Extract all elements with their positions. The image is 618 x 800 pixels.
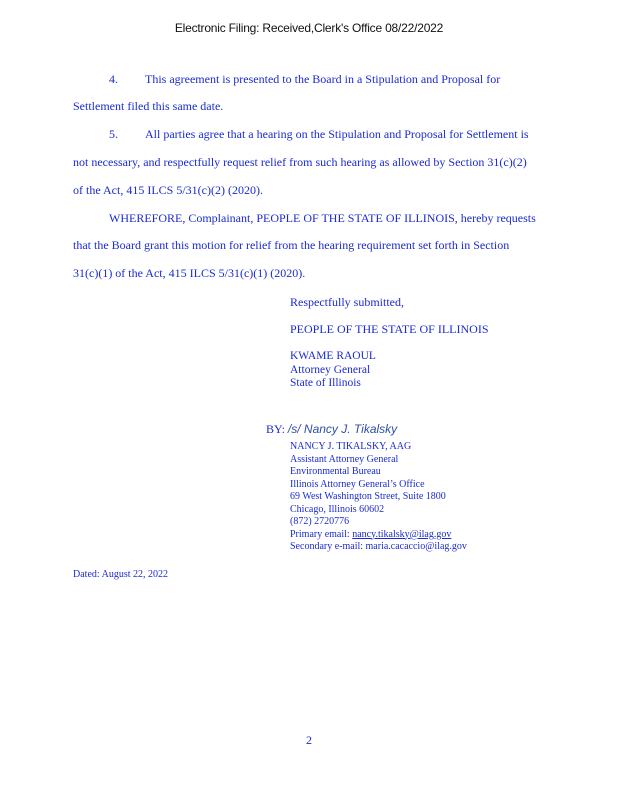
signer-street: 69 West Washington Street, Suite 1800 — [290, 491, 446, 502]
attorney-general-state: State of Illinois — [290, 377, 361, 389]
primary-email-link[interactable]: nancy.tikalsky@ilag.gov — [352, 528, 452, 540]
closing-text: Respectfully submitted, — [290, 295, 404, 309]
party-name: PEOPLE OF THE STATE OF ILLINOIS — [290, 322, 489, 336]
electronic-signature: /s/ Nancy J. Tikalsky — [287, 422, 398, 436]
wherefore-line-2: that the Board grant this motion for relief from the hearing requirement set forth in Section — [73, 238, 510, 252]
signer-bureau: Environmental Bureau — [290, 466, 381, 477]
dated-line: Dated: August 22, 2022 — [73, 569, 168, 580]
signer-office: Illinois Attorney General’s Office — [290, 478, 425, 490]
attorney-general-block — [290, 350, 376, 391]
paragraph-4-number: 4. — [109, 72, 118, 86]
paragraph-4-line-1: This agreement is presented to the Board in a Stipulation and Proposal for — [145, 72, 501, 86]
secondary-email-label: Secondary e-mail: — [290, 541, 366, 552]
wherefore-line-3: 31(c)(1) of the Act, 415 ILCS 5/31(c)(1) (2020). — [73, 266, 306, 280]
attorney-general-name: KWAME RAOUL — [290, 350, 376, 362]
paragraph-5-line-1: All parties agree that a hearing on the Stipulation and Proposal for Settlement is — [145, 127, 529, 141]
paragraph-4-line-2: Settlement filed this same date. — [73, 99, 224, 113]
secondary-email-text: maria.cacaccio@ilag.gov — [365, 541, 467, 552]
by-line — [266, 422, 397, 437]
attorney-general-title: Attorney General — [290, 363, 371, 376]
primary-email-label: Primary email: — [290, 528, 353, 540]
by-label: BY: — [266, 422, 285, 436]
signer-contact-block — [290, 441, 467, 554]
primary-email-row — [290, 529, 467, 542]
signer-city: Chicago, Illinois 60602 — [290, 503, 385, 515]
paragraph-5-number: 5. — [109, 127, 118, 141]
electronic-filing-header: Electronic Filing: Received,Clerk's Office 08/22/2022 — [174, 21, 444, 35]
signer-phone: (872) 2720776 — [290, 516, 350, 527]
signer-title: Assistant Attorney General — [290, 453, 399, 465]
paragraph-5-line-2: not necessary, and respectfully request relief from such hearing as allowed by Section 31(c)(2) — [73, 155, 527, 169]
secondary-email-row — [290, 541, 467, 554]
signer-name: NANCY J. TIKALSKY, AAG — [290, 441, 412, 452]
page-number: 2 — [306, 733, 312, 747]
paragraph-5-line-3: of the Act, 415 ILCS 5/31(c)(2) (2020). — [73, 183, 263, 197]
wherefore-line-1: WHEREFORE, Complainant, PEOPLE OF THE STATE OF ILLINOIS, hereby requests — [109, 211, 536, 225]
